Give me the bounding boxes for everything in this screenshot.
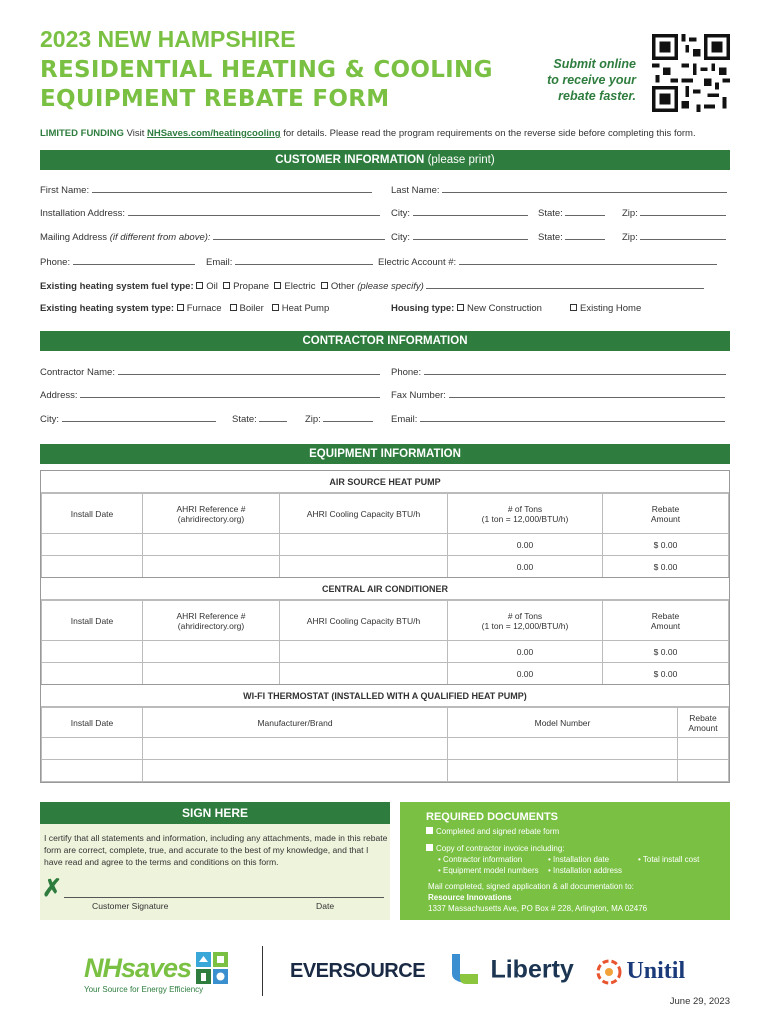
system-type-label: Existing heating system type: (40, 303, 175, 314)
system-type-row (40, 303, 329, 314)
last-name-field[interactable] (391, 184, 727, 196)
electric-account-field[interactable] (378, 256, 717, 268)
contractor-state-label: State: (232, 414, 257, 425)
wifi-title: WI-FI THERMOSTAT (INSTALLED WITH A QUALIFIED HEAT PUMP) (41, 685, 729, 707)
required-documents-header: REQUIRED DOCUMENTS (426, 811, 559, 823)
fuel-electric-checkbox[interactable] (274, 282, 281, 289)
contractor-email-field[interactable] (391, 413, 725, 425)
form-title (40, 56, 493, 114)
cac-row2-tons: 0.00 (448, 663, 603, 685)
ashp-col-capacity: AHRI Cooling Capacity BTU/h (280, 494, 448, 534)
unitil-logo (596, 958, 685, 985)
table-row (42, 556, 729, 578)
nhsaves-link[interactable]: NHSaves.com/heatingcooling (146, 128, 281, 139)
sign-here-header: SIGN HERE (40, 802, 390, 824)
wifi-row1-rebate (678, 738, 729, 760)
submit-online-note (540, 56, 636, 104)
equipment-info-header: EQUIPMENT INFORMATION (40, 444, 730, 464)
bullet-contractor-info: • Contractor information (438, 855, 523, 864)
ashp-row2-rebate: $ 0.00 (603, 556, 729, 578)
contractor-address-label: Address: (40, 390, 78, 401)
wifi-col-manufacturer: Manufacturer/Brand (143, 708, 448, 738)
install-state-label: State: (538, 208, 563, 219)
cac-col-ahri: AHRI Reference # (ahridirectory.org) (143, 601, 280, 641)
table-row (42, 738, 729, 760)
submit-line-2: to receive your (547, 73, 636, 87)
signature-date-label: Date (316, 901, 335, 911)
rebate-form-checkbox[interactable] (426, 827, 433, 834)
cac-row2-rebate: $ 0.00 (603, 663, 729, 685)
wifi-row2-install-date[interactable] (42, 760, 143, 782)
ashp-row1-rebate: $ 0.00 (603, 534, 729, 556)
ashp-row1-tons: 0.00 (448, 534, 603, 556)
contractor-name-field[interactable] (40, 366, 380, 378)
cac-col-tons: # of Tons (1 ton = 12,000/BTU/h) (448, 601, 603, 641)
ashp-row1-install-date[interactable] (42, 534, 143, 556)
first-name-field[interactable] (40, 184, 372, 196)
form-title-line3: EQUIPMENT REBATE FORM (40, 86, 390, 112)
required-item-rebate-form: Completed and signed rebate form (426, 827, 559, 836)
liberty-wordmark: Liberty (490, 955, 574, 984)
ashp-col-install-date: Install Date (42, 494, 143, 534)
system-heat-pump-option[interactable] (272, 303, 330, 314)
fuel-propane-checkbox[interactable] (223, 282, 230, 289)
certification-text: I certify that all statements and information, including any attachments, made in this rebate form are correct, complete, true, and accurate to the best of my knowledge, and that I have read and agree to the terms and conditions on this form. (44, 833, 388, 867)
contractor-name-label: Contractor Name: (40, 367, 115, 378)
phone-label: Phone: (40, 257, 71, 268)
ashp-title: AIR SOURCE HEAT PUMP (41, 471, 729, 493)
cac-col-install-date: Install Date (42, 601, 143, 641)
fuel-oil-label: Oil (206, 281, 218, 292)
unitil-flame-icon (596, 959, 622, 985)
contractor-phone-field[interactable] (391, 366, 726, 378)
housing-existing-label: Existing Home (580, 303, 642, 314)
mail-organization: Resource Innovations (428, 893, 512, 902)
customer-signature-label: Customer Signature (92, 901, 169, 911)
wifi-col-rebate: Rebate Amount (678, 708, 729, 738)
fuel-other-checkbox[interactable] (321, 282, 328, 289)
table-row (42, 760, 729, 782)
fuel-other-option[interactable] (321, 281, 705, 292)
cac-table (40, 577, 730, 686)
contractor-fax-label: Fax Number: (391, 390, 446, 401)
customer-info-header (40, 150, 730, 170)
bullet-installation-date: • Installation date (548, 855, 610, 864)
system-heat-pump-checkbox[interactable] (272, 304, 279, 311)
customer-info-title: CUSTOMER INFORMATION (275, 154, 425, 166)
nhsaves-logo (84, 950, 230, 994)
cac-col-rebate: Rebate Amount (603, 601, 729, 641)
nhsaves-house-icon (194, 950, 230, 984)
ashp-col-rebate: Rebate Amount (603, 494, 729, 534)
install-city-field[interactable] (391, 207, 528, 219)
fuel-type-label: Existing heating system fuel type: (40, 281, 194, 292)
system-boiler-checkbox[interactable] (230, 304, 237, 311)
required-item-invoice: Copy of contractor invoice including: (426, 844, 565, 853)
qr-code-icon[interactable] (652, 34, 730, 112)
ashp-table (40, 470, 730, 579)
system-furnace-checkbox[interactable] (177, 304, 184, 311)
install-zip-label: Zip: (622, 208, 638, 219)
table-row (42, 663, 729, 685)
limited-rest-text: for details. Please read the program requirements on the reverse side before completing this form. (283, 128, 696, 139)
cac-title: CENTRAL AIR CONDITIONER (41, 578, 729, 600)
fuel-oil-checkbox[interactable] (196, 282, 203, 289)
cac-row1-rebate: $ 0.00 (603, 641, 729, 663)
liberty-logo (446, 950, 574, 990)
wifi-thermostat-table (40, 684, 730, 783)
contractor-city-field[interactable] (40, 413, 216, 425)
email-label: Email: (206, 257, 233, 268)
mailing-zip-field[interactable] (622, 231, 726, 243)
first-name-label: First Name: (40, 185, 90, 196)
system-boiler-label: Boiler (239, 303, 264, 314)
cac-row1-ahri[interactable] (143, 641, 280, 663)
mailing-city-label: City: (391, 232, 410, 243)
form-title-year: 2023 NEW HAMPSHIRE (40, 26, 296, 52)
mailing-zip-label: Zip: (622, 232, 638, 243)
footer-date: June 29, 2023 (669, 996, 730, 1007)
fuel-other-note: (please specify) (357, 281, 424, 292)
limited-funding-label: LIMITED FUNDING (40, 128, 124, 139)
install-state-field[interactable] (538, 207, 605, 219)
form-title-line2: RESIDENTIAL HEATING & COOLING (40, 57, 493, 83)
wifi-row2-model[interactable] (448, 760, 678, 782)
ashp-row2-ahri[interactable] (143, 556, 280, 578)
ashp-row2-tons: 0.00 (448, 556, 603, 578)
contractor-address-field[interactable] (40, 389, 380, 401)
fuel-type-row (40, 280, 704, 292)
housing-existing-checkbox[interactable] (570, 304, 577, 311)
bullet-installation-address: • Installation address (548, 866, 622, 875)
liberty-mark-icon (446, 950, 486, 990)
housing-type-label: Housing type: (391, 303, 455, 314)
submit-line-1: Submit online (553, 57, 636, 71)
ashp-col-ahri: AHRI Reference # (ahridirectory.org) (143, 494, 280, 534)
installation-address-field[interactable] (40, 207, 380, 219)
contractor-state-field[interactable] (232, 413, 287, 425)
system-furnace-label: Furnace (186, 303, 222, 314)
cac-row2-capacity[interactable] (280, 663, 448, 685)
logo-divider (262, 946, 263, 996)
phone-field[interactable] (40, 256, 195, 268)
mailing-state-field[interactable] (538, 231, 605, 243)
nhsaves-wordmark: NHsaves (84, 953, 192, 983)
mailing-city-field[interactable] (391, 231, 528, 243)
fuel-electric-option[interactable] (274, 281, 315, 292)
customer-info-subtitle: (please print) (427, 154, 495, 166)
electric-account-label: Electric Account #: (378, 257, 457, 268)
eversource-logo: EVERSOURCE (290, 960, 426, 982)
contractor-phone-label: Phone: (391, 367, 422, 378)
cac-row1-tons: 0.00 (448, 641, 603, 663)
fuel-oil-option[interactable] (196, 281, 218, 292)
wifi-row1-manufacturer[interactable] (143, 738, 448, 760)
system-heat-pump-label: Heat Pump (281, 303, 330, 314)
ashp-row2-install-date[interactable] (42, 556, 143, 578)
ashp-col-tons: # of Tons (1 ton = 12,000/BTU/h) (448, 494, 603, 534)
wifi-col-install-date: Install Date (42, 708, 143, 738)
fuel-propane-option[interactable] (223, 281, 269, 292)
system-boiler-option[interactable] (230, 303, 264, 314)
housing-type-row (391, 303, 542, 314)
housing-new-option[interactable] (457, 303, 542, 314)
bullet-model-numbers: • Equipment model numbers (438, 866, 539, 875)
ashp-row1-capacity[interactable] (280, 534, 448, 556)
table-row (42, 534, 729, 556)
bullet-total-cost: • Total install cost (638, 855, 700, 864)
wifi-col-model: Model Number (448, 708, 678, 738)
nhsaves-tagline: Your Source for Energy Efficiency (84, 985, 204, 994)
last-name-label: Last Name: (391, 185, 440, 196)
mail-address: 1337 Massachusetts Ave, PO Box # 228, Arlington, MA 02476 (428, 904, 648, 913)
limited-visit-text: Visit (126, 128, 145, 139)
invoice-checkbox[interactable] (426, 844, 433, 851)
cac-row1-capacity[interactable] (280, 641, 448, 663)
cac-col-capacity: AHRI Cooling Capacity BTU/h (280, 601, 448, 641)
cac-row2-ahri[interactable] (143, 663, 280, 685)
cac-row1-install-date[interactable] (42, 641, 143, 663)
contractor-fax-field[interactable] (391, 389, 725, 401)
system-furnace-option[interactable] (177, 303, 222, 314)
fuel-electric-label: Electric (284, 281, 316, 292)
mailing-state-label: State: (538, 232, 563, 243)
install-city-label: City: (391, 208, 410, 219)
contractor-zip-field[interactable] (305, 413, 373, 425)
fuel-propane-label: Propane (233, 281, 270, 292)
housing-new-checkbox[interactable] (457, 304, 464, 311)
cac-row2-install-date[interactable] (42, 663, 143, 685)
contractor-city-label: City: (40, 414, 59, 425)
unitil-wordmark: Unitil (626, 958, 686, 984)
mail-instructions: Mail completed, signed application & all documentation to: (428, 882, 634, 891)
mailing-address-note: (if different from above): (109, 232, 211, 243)
mailing-address-field[interactable] (40, 231, 385, 243)
email-field[interactable] (206, 256, 373, 268)
contractor-email-label: Email: (391, 414, 418, 425)
wifi-row1-model[interactable] (448, 738, 678, 760)
wifi-row1-install-date[interactable] (42, 738, 143, 760)
wifi-row2-rebate (678, 760, 729, 782)
mailing-address-label: Mailing Address (40, 232, 108, 243)
installation-address-label: Installation Address: (40, 208, 126, 219)
fuel-other-label: Other (330, 281, 355, 292)
ashp-row1-ahri[interactable] (143, 534, 280, 556)
install-zip-field[interactable] (622, 207, 726, 219)
housing-existing-option[interactable] (570, 303, 641, 314)
contractor-info-header: CONTRACTOR INFORMATION (40, 331, 730, 351)
wifi-row2-manufacturer[interactable] (143, 760, 448, 782)
signature-line[interactable] (64, 897, 384, 898)
housing-new-label: New Construction (466, 303, 542, 314)
ashp-row2-capacity[interactable] (280, 556, 448, 578)
sign-mark-icon: ✗ (42, 875, 63, 902)
table-row (42, 641, 729, 663)
submit-line-3: rebate faster. (558, 89, 636, 103)
contractor-zip-label: Zip: (305, 414, 321, 425)
limited-funding-note (40, 128, 696, 139)
